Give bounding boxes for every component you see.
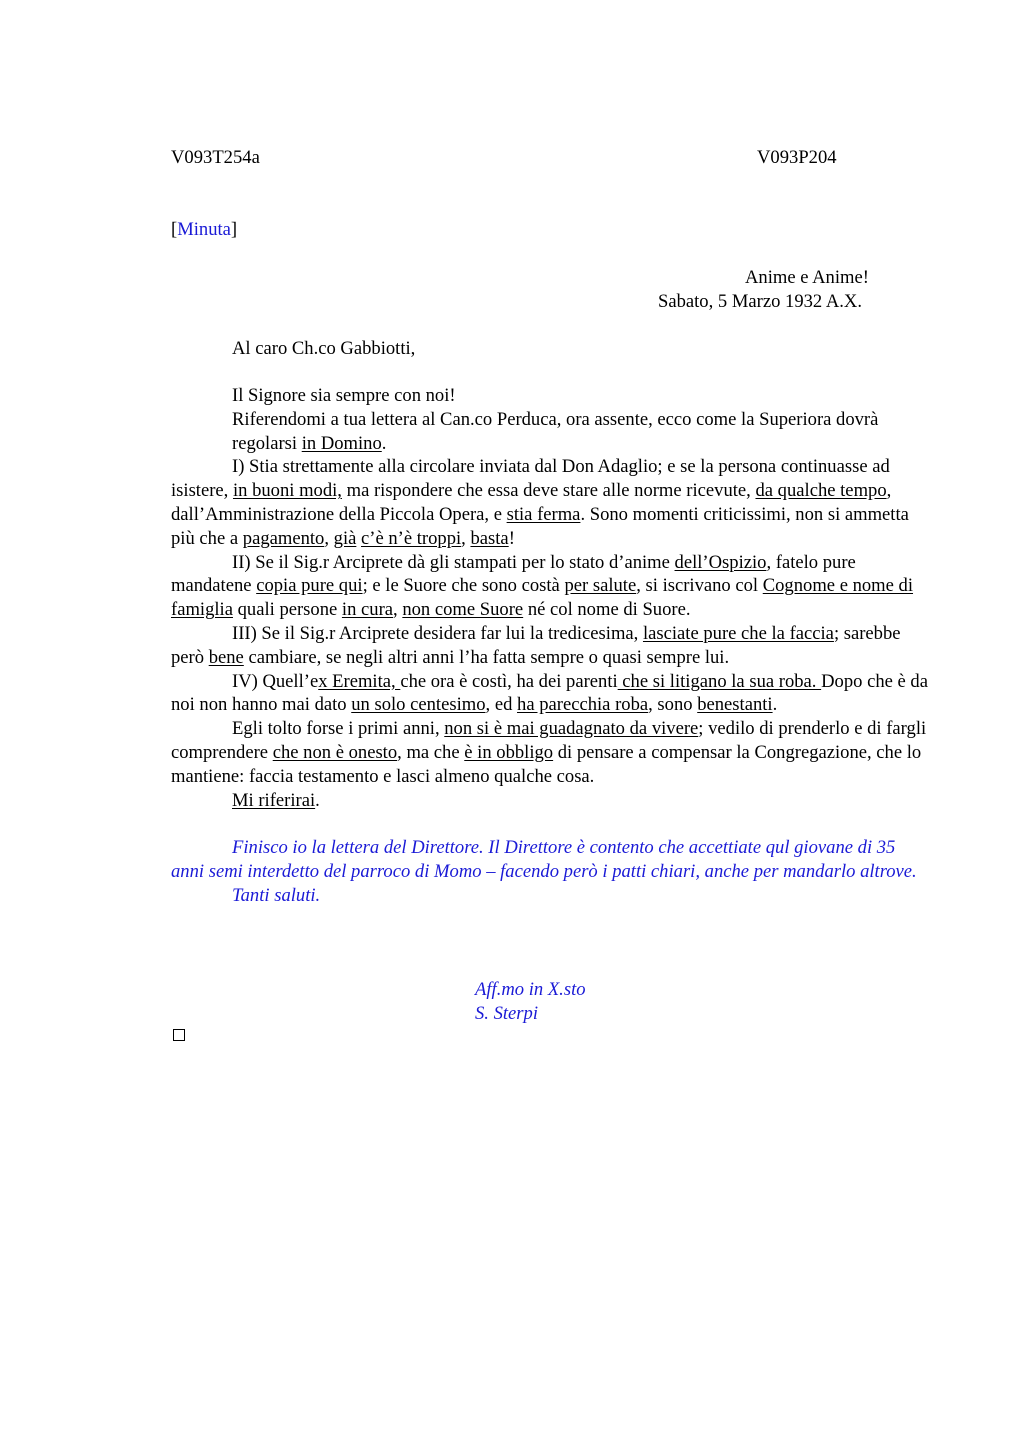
open-bracket: [	[171, 219, 178, 240]
closing-line: Mi riferirai.	[232, 789, 320, 811]
point-three-paragraph: III) Se il Sig.r Arciprete desidera far lui la tredicesima, lasciate pure che la faccia; sarebbe però bene cambiare, se negli altri anni l’ha fatta sempre o quasi sempre lui.	[171, 622, 901, 668]
point-two-paragraph: II) Se il Sig.r Arciprete dà gli stampati per lo stato d’anime dell’Ospizio, fatelo pure mandatene copia pure qui; e le Suore che sono costà per salute, si iscrivano col Cognome e nome di famiglia quali persone in cura, non come Suore né col nome di Suore.	[171, 551, 914, 621]
close-bracket: ]	[230, 219, 238, 240]
point-four-paragraph: IV) Quell’ex Eremita, che ora è costì, ha dei parenti che si litigano la sua roba. Dopo che è da noi non hanno mai dato un solo centesimo, ed ha parecchia roba, sono benestanti.	[171, 670, 928, 716]
point-one-paragraph: I) Stia strettamente alla circolare inviata dal Don Adaglio; e se la persona continuasse ad isistere, in buoni modi, ma rispondere che essa deve stare alle norme ricevute, da qualche tempo, dall’Amministrazione della Piccola Opera, e stia ferma. Sono momenti criticissimi, non si ammetta più che a pagamento, già c’è n’è troppi, basta!	[171, 456, 909, 549]
signature-name: S. Sterpi	[475, 1003, 539, 1024]
point-five-paragraph: Egli tolto forse i primi anni, non si è mai guadagnato da vivere; vedilo di prenderlo e di fargli comprendere che non è onesto, ma che è in obbligo di pensare a compensar la Congregazione, che lo mantiene: faccia testamento e lasci almeno qualche cosa.	[171, 718, 927, 787]
motto: Anime e Anime!	[745, 267, 869, 288]
checkbox-icon	[173, 1029, 185, 1041]
intro-paragraph: Riferendomi a tua lettera al Can.co Perduca, ora assente, ecco come la Superiora dovrà regolarsi in Domino.	[232, 408, 879, 454]
postscript-greeting: Tanti saluti.	[232, 884, 321, 906]
minuta-label	[171, 218, 237, 242]
minuta-text: Minuta	[177, 219, 231, 240]
document-code-left: V093T254a	[171, 147, 260, 168]
letter-body	[171, 384, 931, 908]
salutation: Al caro Ch.co Gabbiotti,	[232, 338, 416, 359]
postscript-paragraph: Finisco io la lettera del Direttore. Il Direttore è contento che accettiate qul giovane di 35 anni semi interdetto del parroco di Momo – facendo però i patti chiari, anche per mandarlo altrove.	[171, 837, 917, 882]
document-code-right: V093P204	[757, 147, 837, 168]
signature-line-1: Aff.mo in X.sto	[475, 979, 586, 1000]
greeting-line: Il Signore sia sempre con noi!	[232, 385, 456, 406]
letter-date: Sabato, 5 Marzo 1932 A.X.	[658, 291, 862, 312]
